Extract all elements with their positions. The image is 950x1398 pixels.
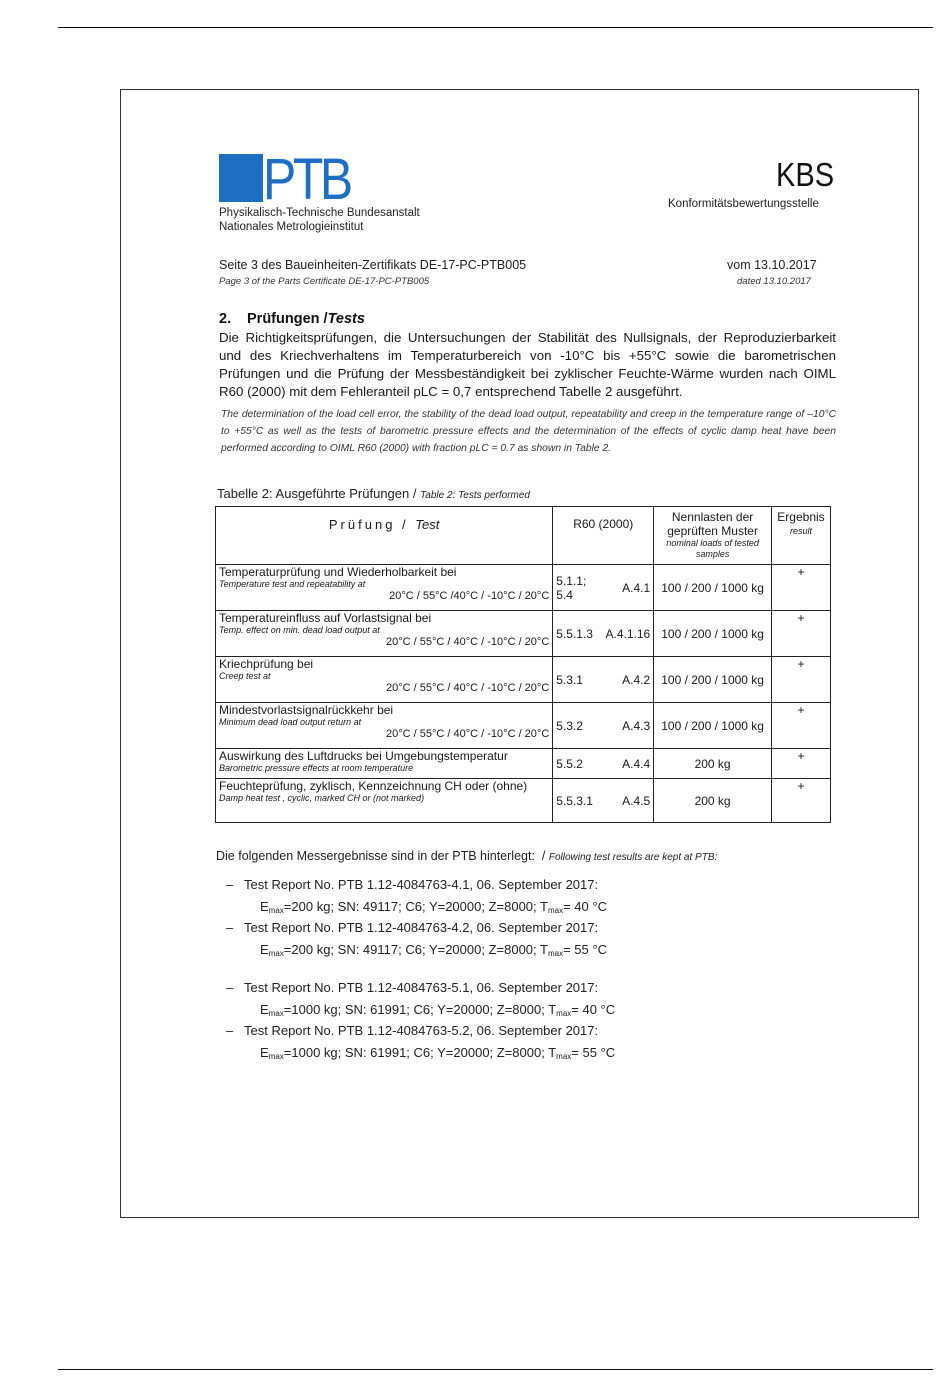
test-name-de: Feuchteprüfung, zyklisch, Kennzeichnung CH oder (ohne) (219, 779, 528, 793)
test-cell (216, 565, 553, 611)
section-number: 2. (219, 311, 232, 327)
r60-cell (553, 565, 654, 611)
tests-table (215, 506, 831, 823)
test-name-en: Temperature test and repeatability at (219, 579, 366, 589)
dash-bullet: – (226, 980, 234, 995)
page-reference-de: Seite 3 des Baueinheiten-Zertifikats DE-17-PC-PTB005 (219, 258, 527, 272)
result-cell: + (771, 611, 830, 657)
table-caption (217, 486, 530, 501)
header-result-en: result (789, 526, 812, 536)
header-result-de: Ergebnis (777, 510, 825, 524)
test-report-spec (260, 899, 607, 915)
test-name-de: Auswirkung des Luftdrucks bei Umgebungstemperatur (219, 749, 508, 763)
test-report-title (226, 877, 598, 892)
max-subscript: max (268, 1052, 284, 1061)
header-r60: R60 (2000) (553, 507, 654, 565)
test-name-de: Temperatureinfluss auf Vorlastsignal bei (219, 611, 432, 625)
table-caption-en: Table 2: Tests performed (420, 490, 530, 501)
nominal-load-cell: 100 / 200 / 1000 kg (654, 611, 772, 657)
results-intro (216, 849, 717, 863)
table-row (216, 749, 831, 779)
results-intro-de: Die folgenden Messergebnisse sind in der PTB hinterlegt: (216, 849, 535, 863)
result-cell: + (771, 657, 830, 703)
r60-annex: A.4.1.16 (605, 626, 651, 641)
header-test-de: Prüfung / (328, 517, 409, 532)
header-test-en: Test (415, 517, 440, 532)
r60-cell (553, 611, 654, 657)
nominal-load-cell: 100 / 200 / 1000 kg (654, 657, 772, 703)
e-letter: E (260, 1002, 269, 1017)
test-temperatures: 20°C / 55°C / 40°C / -10°C / 20°C (386, 636, 550, 648)
header-load (654, 507, 772, 565)
r60-cell (553, 703, 654, 749)
e-letter: E (260, 942, 269, 957)
header-load-de: Nennlasten der geprüften Muster (667, 510, 758, 538)
ptb-logo-text: PTB (263, 147, 350, 212)
r60-clause: 5.5.3.1 (556, 793, 593, 808)
test-name-de: Temperaturprüfung und Wiederholbarkeit bei (219, 565, 457, 579)
test-report-title (226, 1023, 598, 1038)
date-en: dated 13.10.2017 (737, 276, 811, 287)
nominal-load-cell: 200 kg (654, 749, 772, 779)
institute-line-2: Nationales Metrologieinstitut (219, 221, 364, 233)
test-cell (216, 657, 553, 703)
tmax-value: = 40 °C (563, 899, 607, 914)
r60-cell (553, 749, 654, 779)
test-temperatures: 20°C / 55°C /40°C / -10°C / 20°C (389, 590, 550, 602)
paragraph-de: Die Richtigkeitsprüfungen, die Untersuchungen der Stabilität des Nullsignals, der Reproduzierbarkeit und des Kriechverhaltens im Temperaturbereich von -10°C bis +55°C sowie die barometrischen Prüfungen und die Prüfung der Messbeständigkeit bei zyklischer Feuchte-Wärme wurden nach OIML R60 (2000) mit dem Fehleranteil pLC = 0,7 entsprechend Tabelle 2 ausgeführt. (219, 330, 836, 399)
kbs-subtitle: Konformitätsbewertungsstelle (668, 198, 819, 210)
r60-annex: A.4.2 (622, 672, 651, 687)
r60-cell (553, 657, 654, 703)
table-row (216, 657, 831, 703)
tmax-value: = 55 °C (571, 1045, 616, 1060)
nominal-load-cell: 100 / 200 / 1000 kg (654, 703, 772, 749)
table-row (216, 611, 831, 657)
r60-cell (553, 779, 654, 823)
report-title-text: Test Report No. PTB 1.12-4084763-4.1, 06. September 2017: (244, 877, 599, 892)
header-test (216, 507, 553, 565)
page-reference-en: Page 3 of the Parts Certificate DE-17-PC-PTB005 (219, 276, 430, 287)
paragraph-en: The determination of the load cell error, the stability of the dead load output, repeatability and creep in the temperature range of –10°C to +55°C as well as the tests of barometric pressure effects and the determination of the effects of cyclic damp heat have been performed according to OIML R60 (2000) with fraction pLC = 0.7 as shown in Table 2. (221, 409, 836, 454)
table-header-row (216, 507, 831, 565)
max-subscript: max (547, 949, 564, 958)
dash-bullet: – (226, 920, 234, 935)
top-rule (58, 27, 933, 28)
test-report-spec (260, 1002, 615, 1018)
spec-values: =1000 kg; SN: 61991; C6; Y=20000; Z=8000; T (283, 1045, 557, 1060)
test-name-en: Barometric pressure effects at room temperature (219, 763, 414, 773)
test-cell (216, 611, 553, 657)
report-title-text: Test Report No. PTB 1.12-4084763-4.2, 06. September 2017: (244, 920, 599, 935)
results-intro-separator: / (541, 849, 546, 863)
r60-clause: 5.5.2 (556, 756, 583, 771)
bottom-rule (58, 1369, 933, 1370)
ptb-logo (219, 147, 350, 212)
test-name-en: Minimum dead load output return at (219, 717, 362, 727)
test-report-title (226, 980, 598, 995)
section-heading (219, 311, 365, 327)
institute-line-1: Physikalisch-Technische Bundesanstalt (219, 207, 420, 219)
result-cell: + (771, 779, 830, 823)
report-title-text: Test Report No. PTB 1.12-4084763-5.2, 06. September 2017: (244, 1023, 599, 1038)
max-subscript: max (556, 1009, 572, 1018)
dash-bullet: – (226, 1023, 234, 1038)
r60-clause: 5.1.1; 5.4 (556, 573, 587, 602)
test-cell (216, 749, 553, 779)
header-result (771, 507, 830, 565)
test-name-en: Temp. effect on min. dead load output at (219, 625, 380, 635)
r60-annex: A.4.3 (622, 718, 651, 733)
section-title-en: Tests (327, 311, 365, 327)
report-title-text: Test Report No. PTB 1.12-4084763-5.1, 06. September 2017: (244, 980, 599, 995)
max-subscript: max (556, 1052, 572, 1061)
test-name-en: Damp heat test , cyclic, marked CH or (not marked) (219, 793, 425, 803)
spec-values: =200 kg; SN: 49117; C6; Y=20000; Z=8000; T (283, 942, 548, 957)
max-subscript: max (268, 906, 284, 915)
tmax-value: = 55 °C (563, 942, 607, 957)
kbs-title: KBS (776, 156, 835, 193)
test-cell (216, 703, 553, 749)
table-row (216, 779, 831, 823)
r60-clause: 5.3.1 (556, 672, 583, 687)
test-name-en: Creep test at (219, 671, 271, 681)
table-caption-de: Tabelle 2: Ausgeführte Prüfungen / (217, 486, 417, 501)
test-report-spec (260, 1045, 615, 1061)
test-name-de: Mindestvorlastsignalrückkehr bei (219, 703, 394, 717)
table-row (216, 703, 831, 749)
spec-values: =200 kg; SN: 49117; C6; Y=20000; Z=8000; T (283, 899, 548, 914)
test-temperatures: 20°C / 55°C / 40°C / -10°C / 20°C (386, 682, 550, 694)
date-de: vom 13.10.2017 (727, 258, 817, 272)
test-report-spec (260, 942, 607, 958)
result-cell: + (771, 565, 830, 611)
max-subscript: max (547, 906, 564, 915)
result-cell: + (771, 703, 830, 749)
test-name-de: Kriechprüfung bei (219, 657, 314, 671)
max-subscript: max (268, 949, 284, 958)
r60-clause: 5.3.2 (556, 718, 583, 733)
r60-clause: 5.5.1.3 (556, 626, 593, 641)
e-letter: E (260, 1045, 269, 1060)
r60-annex: A.4.5 (622, 793, 651, 808)
result-cell: + (771, 749, 830, 779)
nominal-load-cell: 100 / 200 / 1000 kg (654, 565, 772, 611)
table-row (216, 565, 831, 611)
test-cell (216, 779, 553, 823)
header-load-en: nominal loads of tested samples (666, 538, 759, 559)
dash-bullet: – (226, 877, 234, 892)
tmax-value: = 40 °C (571, 1002, 616, 1017)
ptb-logo-block (219, 154, 263, 202)
institute-name (219, 206, 420, 234)
test-report-title (226, 920, 598, 935)
test-temperatures: 20°C / 55°C / 40°C / -10°C / 20°C (386, 728, 550, 740)
results-intro-en: Following test results are kept at PTB: (548, 852, 718, 863)
r60-annex: A.4.4 (622, 756, 651, 771)
r60-annex: A.4.1 (622, 580, 651, 595)
spec-values: =1000 kg; SN: 61991; C6; Y=20000; Z=8000; T (283, 1002, 557, 1017)
e-letter: E (260, 899, 269, 914)
max-subscript: max (268, 1009, 284, 1018)
nominal-load-cell: 200 kg (654, 779, 772, 823)
section-title-de: Prüfungen / (247, 311, 328, 327)
